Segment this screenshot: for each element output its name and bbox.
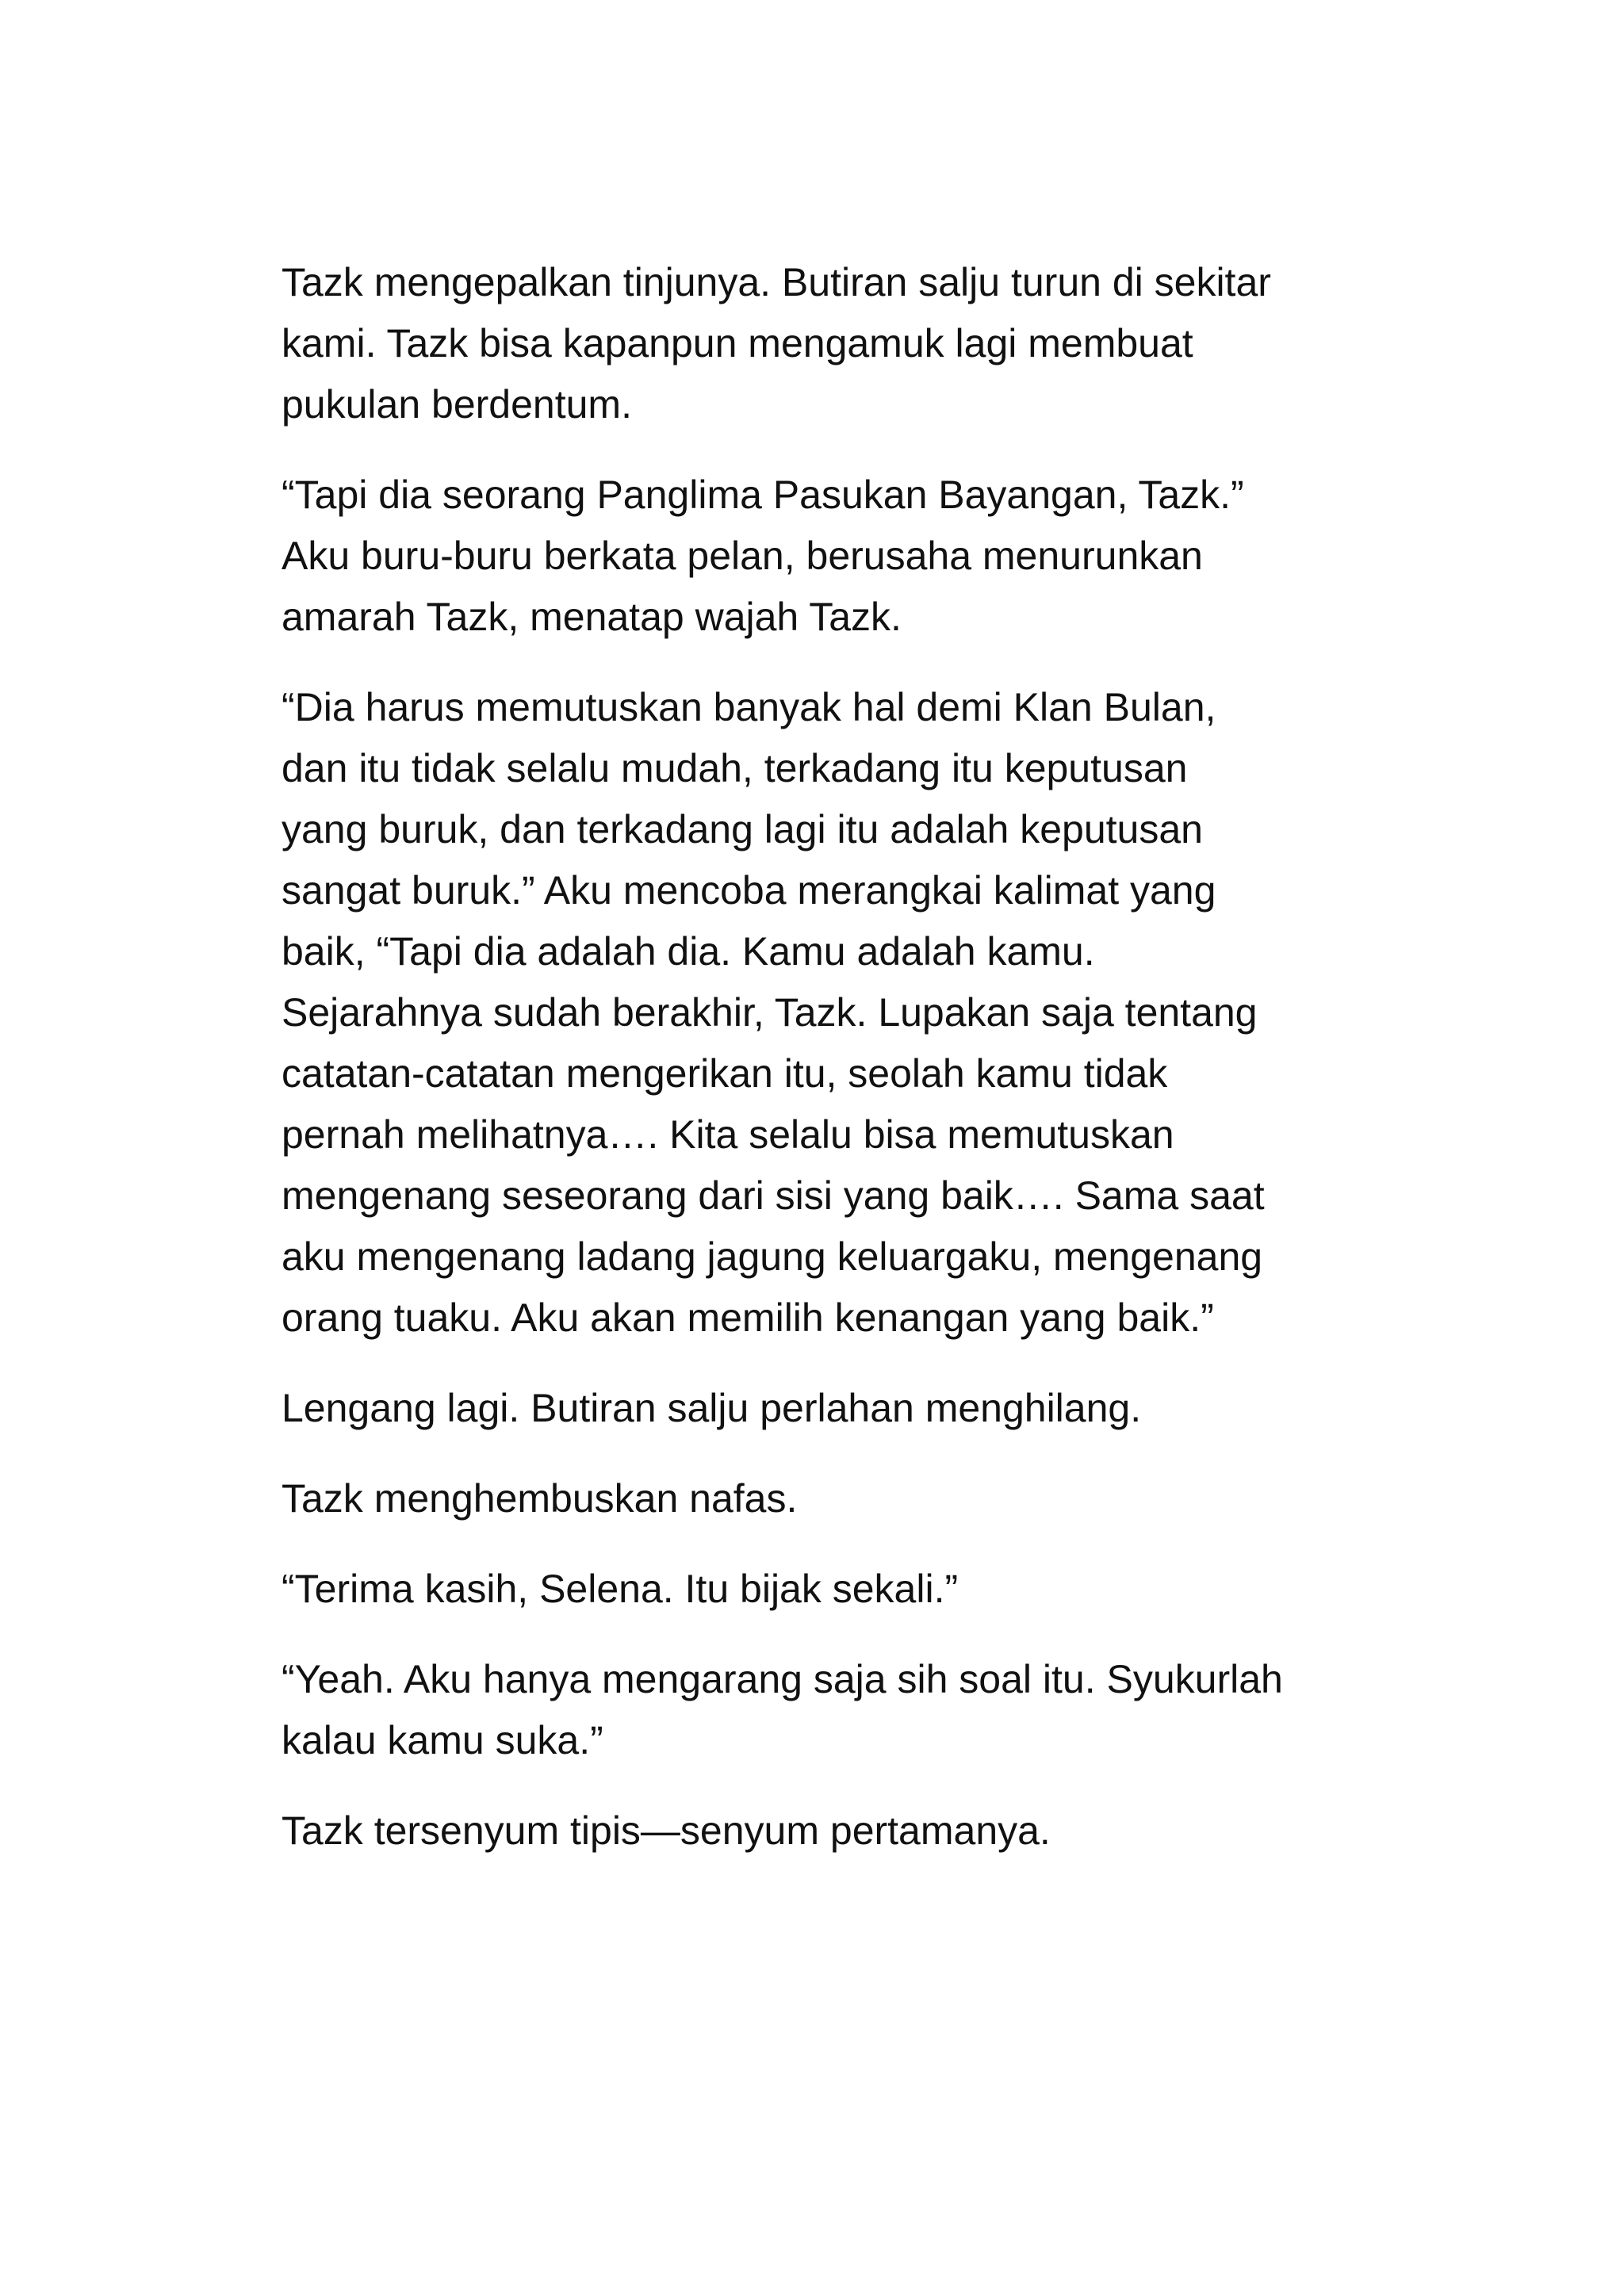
text-line: mengenang seseorang dari sisi yang baik…. Sama saat: [282, 1173, 1265, 1218]
paragraph: [282, 1468, 1392, 1529]
text-line: baik, “Tapi dia adalah dia. Kamu adalah kamu.: [282, 929, 1095, 974]
paragraph: [282, 677, 1392, 1349]
text-line: “Dia harus memutuskan banyak hal demi Klan Bulan,: [282, 685, 1216, 729]
text-line: dan itu tidak selalu mudah, terkadang itu keputusan: [282, 746, 1188, 790]
text-line: “Terima kasih, Selena. Itu bijak sekali.”: [282, 1567, 959, 1611]
text-line: Sejarahnya sudah berakhir, Tazk. Lupakan saja tentang: [282, 990, 1258, 1035]
text-line: amarah Tazk, menatap wajah Tazk.: [282, 595, 902, 639]
text-line: Tazk menghembuskan nafas.: [282, 1476, 798, 1521]
text-line: kami. Tazk bisa kapanpun mengamuk lagi membuat: [282, 321, 1193, 365]
text-line: pukulan berdentum.: [282, 382, 632, 427]
paragraph: [282, 1378, 1392, 1439]
text-line: Tazk mengepalkan tinjunya. Butiran salju turun di sekitar: [282, 260, 1271, 304]
paragraph: [282, 1800, 1392, 1862]
text-line: Lengang lagi. Butiran salju perlahan menghilang.: [282, 1386, 1142, 1430]
text-line: sangat buruk.” Aku mencoba merangkai kalimat yang: [282, 868, 1216, 913]
text-line: Aku buru-buru berkata pelan, berusaha menurunkan: [282, 534, 1203, 578]
text-line: aku mengenang ladang jagung keluargaku, mengenang: [282, 1234, 1263, 1279]
text-line: catatan-catatan mengerikan itu, seolah kamu tidak: [282, 1051, 1168, 1096]
text-line: kalau kamu suka.”: [282, 1718, 603, 1762]
text-line: Tazk tersenyum tipis—senyum pertamanya.: [282, 1808, 1051, 1853]
paragraph: [282, 465, 1392, 648]
text-line: “Yeah. Aku hanya mengarang saja sih soal itu. Syukurlah: [282, 1657, 1283, 1701]
document-body: [282, 252, 1392, 1891]
paragraph: [282, 252, 1392, 435]
text-line: pernah melihatnya…. Kita selalu bisa memutuskan: [282, 1112, 1174, 1157]
paragraph: [282, 1559, 1392, 1620]
text-line: “Tapi dia seorang Panglima Pasukan Bayangan, Tazk.”: [282, 473, 1244, 517]
paragraph: [282, 1649, 1392, 1771]
text-line: yang buruk, dan terkadang lagi itu adalah keputusan: [282, 807, 1203, 851]
text-line: orang tuaku. Aku akan memilih kenangan yang baik.”: [282, 1295, 1214, 1340]
